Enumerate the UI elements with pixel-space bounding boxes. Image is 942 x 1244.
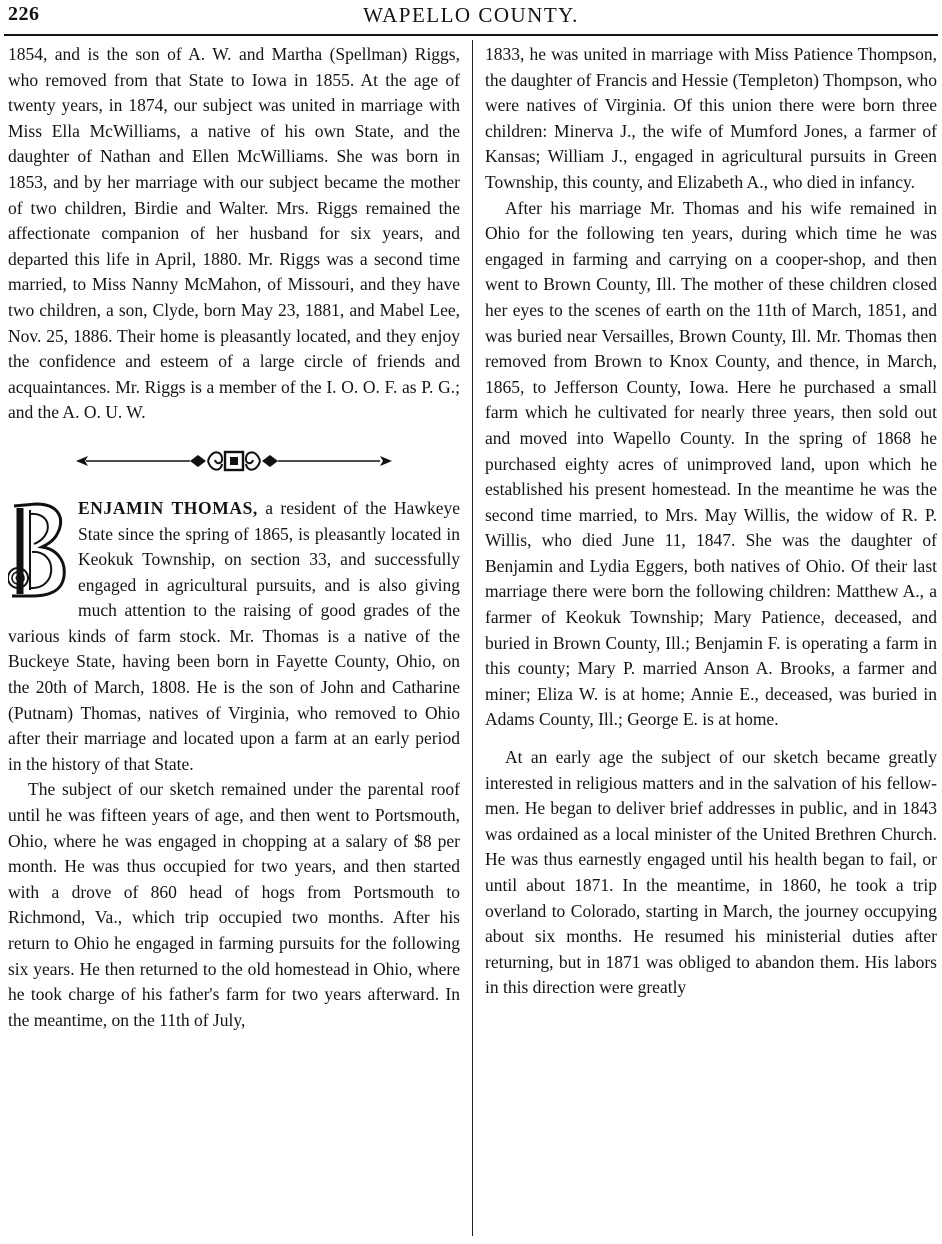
thomas-intro-text: a resident of the Hawkeye State since the spring of 1865, is pleasantly located in Keokuk Township, on section 33, and successfully engaged in agricultural pursuits, and is also giving much attention to the raising of good grades of the various kinds of farm stock. Mr. Thomas is a native of the Buckeye State, having been born in Fayette County, Ohio, on the 20th of March, 1808. He is the son of John and Catharine (Putnam) Thomas, natives of Virginia, who removed to Ohio after their marriage and located upon a farm at an early period in the history of that State.: [8, 497, 460, 774]
left-column: [8, 42, 460, 1033]
running-title: WAPELLO COUNTY.: [363, 3, 579, 27]
riggs-paragraph: 1854, and is the son of A. W. and Martha (Spellman) Riggs, who removed from that State to Iowa in 1855. At the age of twenty years, in 1874, our subject was united in marriage with Miss Ella McWilliams, a native of his own State, and the daughter of Nathan and Ellen McWilliams. She was born in 1853, and by her marriage with our subject became the mother of two children, Birdie and Walter. Mrs. Riggs remained the affectionate companion of her husband for six years, and departed this life in April, 1880. Mr. Riggs was a second time married, to Miss Nanny McMahon, of Missouri, and they have two children, a son, Clyde, born May 23, 1881, and Mabel Lee, Nov. 25, 1886. Their home is pleasantly located, and they enjoy the confidence and esteem of a large circle of friends and acquaintances. Mr. Riggs is a member of the I. O. O. F. as P. G.; and the A. O. U. W.: [8, 44, 460, 423]
right-column: [485, 42, 937, 1001]
column-divider: [472, 40, 473, 1236]
second-marriage-paragraph: After his marriage Mr. Thomas and his wife remained in Ohio for the following ten years, during which time he was engaged in farming and carrying on a cooper-shop, and then went to Brown County, Ill. The mother of these children closed her eyes to the scenes of earth on the 11th of March, 1851, and was buried near Versailles, Brown County, Ill. Mr. Thomas then removed from Brown to Knox County, and thence, in March, 1865, to Jefferson County, Iowa. Here he purchased a small farm which he cultivated for nearly three years, then sold out and moved into Wapello County. In the spring of 1868 he purchased eighty acres of unimproved land, upon which he established his present homestead. In the meantime he was the second time married, to Mrs. May Willis, the widow of R. P. Willis, who died June 11, 1847. She was the daughter of Benjamin and Lydia Eggers, both natives of Ohio. Of their last marriage there were born the following children: Matthew A., a farmer of Keokuk Township; Mary Patience, deceased, and buried in Brown County, Ill.; Benjamin F. is operating a farm in this county; Mary P. married Anson A. Brooks, a farmer and miner; Eliza W. is at home; Annie E., deceased, was buried in Adams County, Ill.; George E. is at home.: [485, 197, 937, 730]
ornamental-divider-icon: [8, 426, 460, 496]
first-marriage-paragraph: 1833, he was united in marriage with Miss Patience Thompson, the daughter of Francis and Hessie (Templeton) Thompson, who were natives of Virginia. Of this union there were born three children: Minerva J., the wife of Mumford Jones, a farmer of Kansas; William J., engaged in agricultural pursuits in Green Township, this county, and Elizabeth A., who died in infancy.: [485, 44, 937, 192]
thomas-intro-paragraph: [8, 496, 460, 778]
header-rule: [4, 34, 938, 36]
ministry-paragraph: At an early age the subject of our sketch became greatly interested in religious matters and in the salvation of his fellow-men. He began to deliver brief addresses in public, and in 1843 was ordained as a local minister of the United Brethren Church. He was thus earnestly engaged until his health began to fail, or until about 1871. In the meantime, in 1860, he took a trip overland to Colorado, starting in March, the journey occupying about six months. He resumed his ministerial duties after returning, but in 1871 was obliged to abandon them. His labors in this direction were greatly: [485, 747, 937, 998]
page-number: 226: [8, 3, 40, 25]
early-life-paragraph: The subject of our sketch remained under the parental roof until he was fifteen years of age, and then went to Portsmouth, Ohio, where he was engaged in chopping at a salary of $8 per month. He was thus occupied for two years, and then started with a drove of 860 head of hogs from Portsmouth to Richmond, Va., which trip occupied two months. After his return to Ohio he engaged in farming pursuits for the following six years. He then returned to the old homestead in Ohio, where he took charge of his father's farm for two years afterward. In the meantime, on the 11th of July,: [8, 779, 460, 1030]
decorative-initial-b: [8, 500, 70, 600]
subject-name: ENJAMIN THOMAS,: [78, 497, 258, 518]
